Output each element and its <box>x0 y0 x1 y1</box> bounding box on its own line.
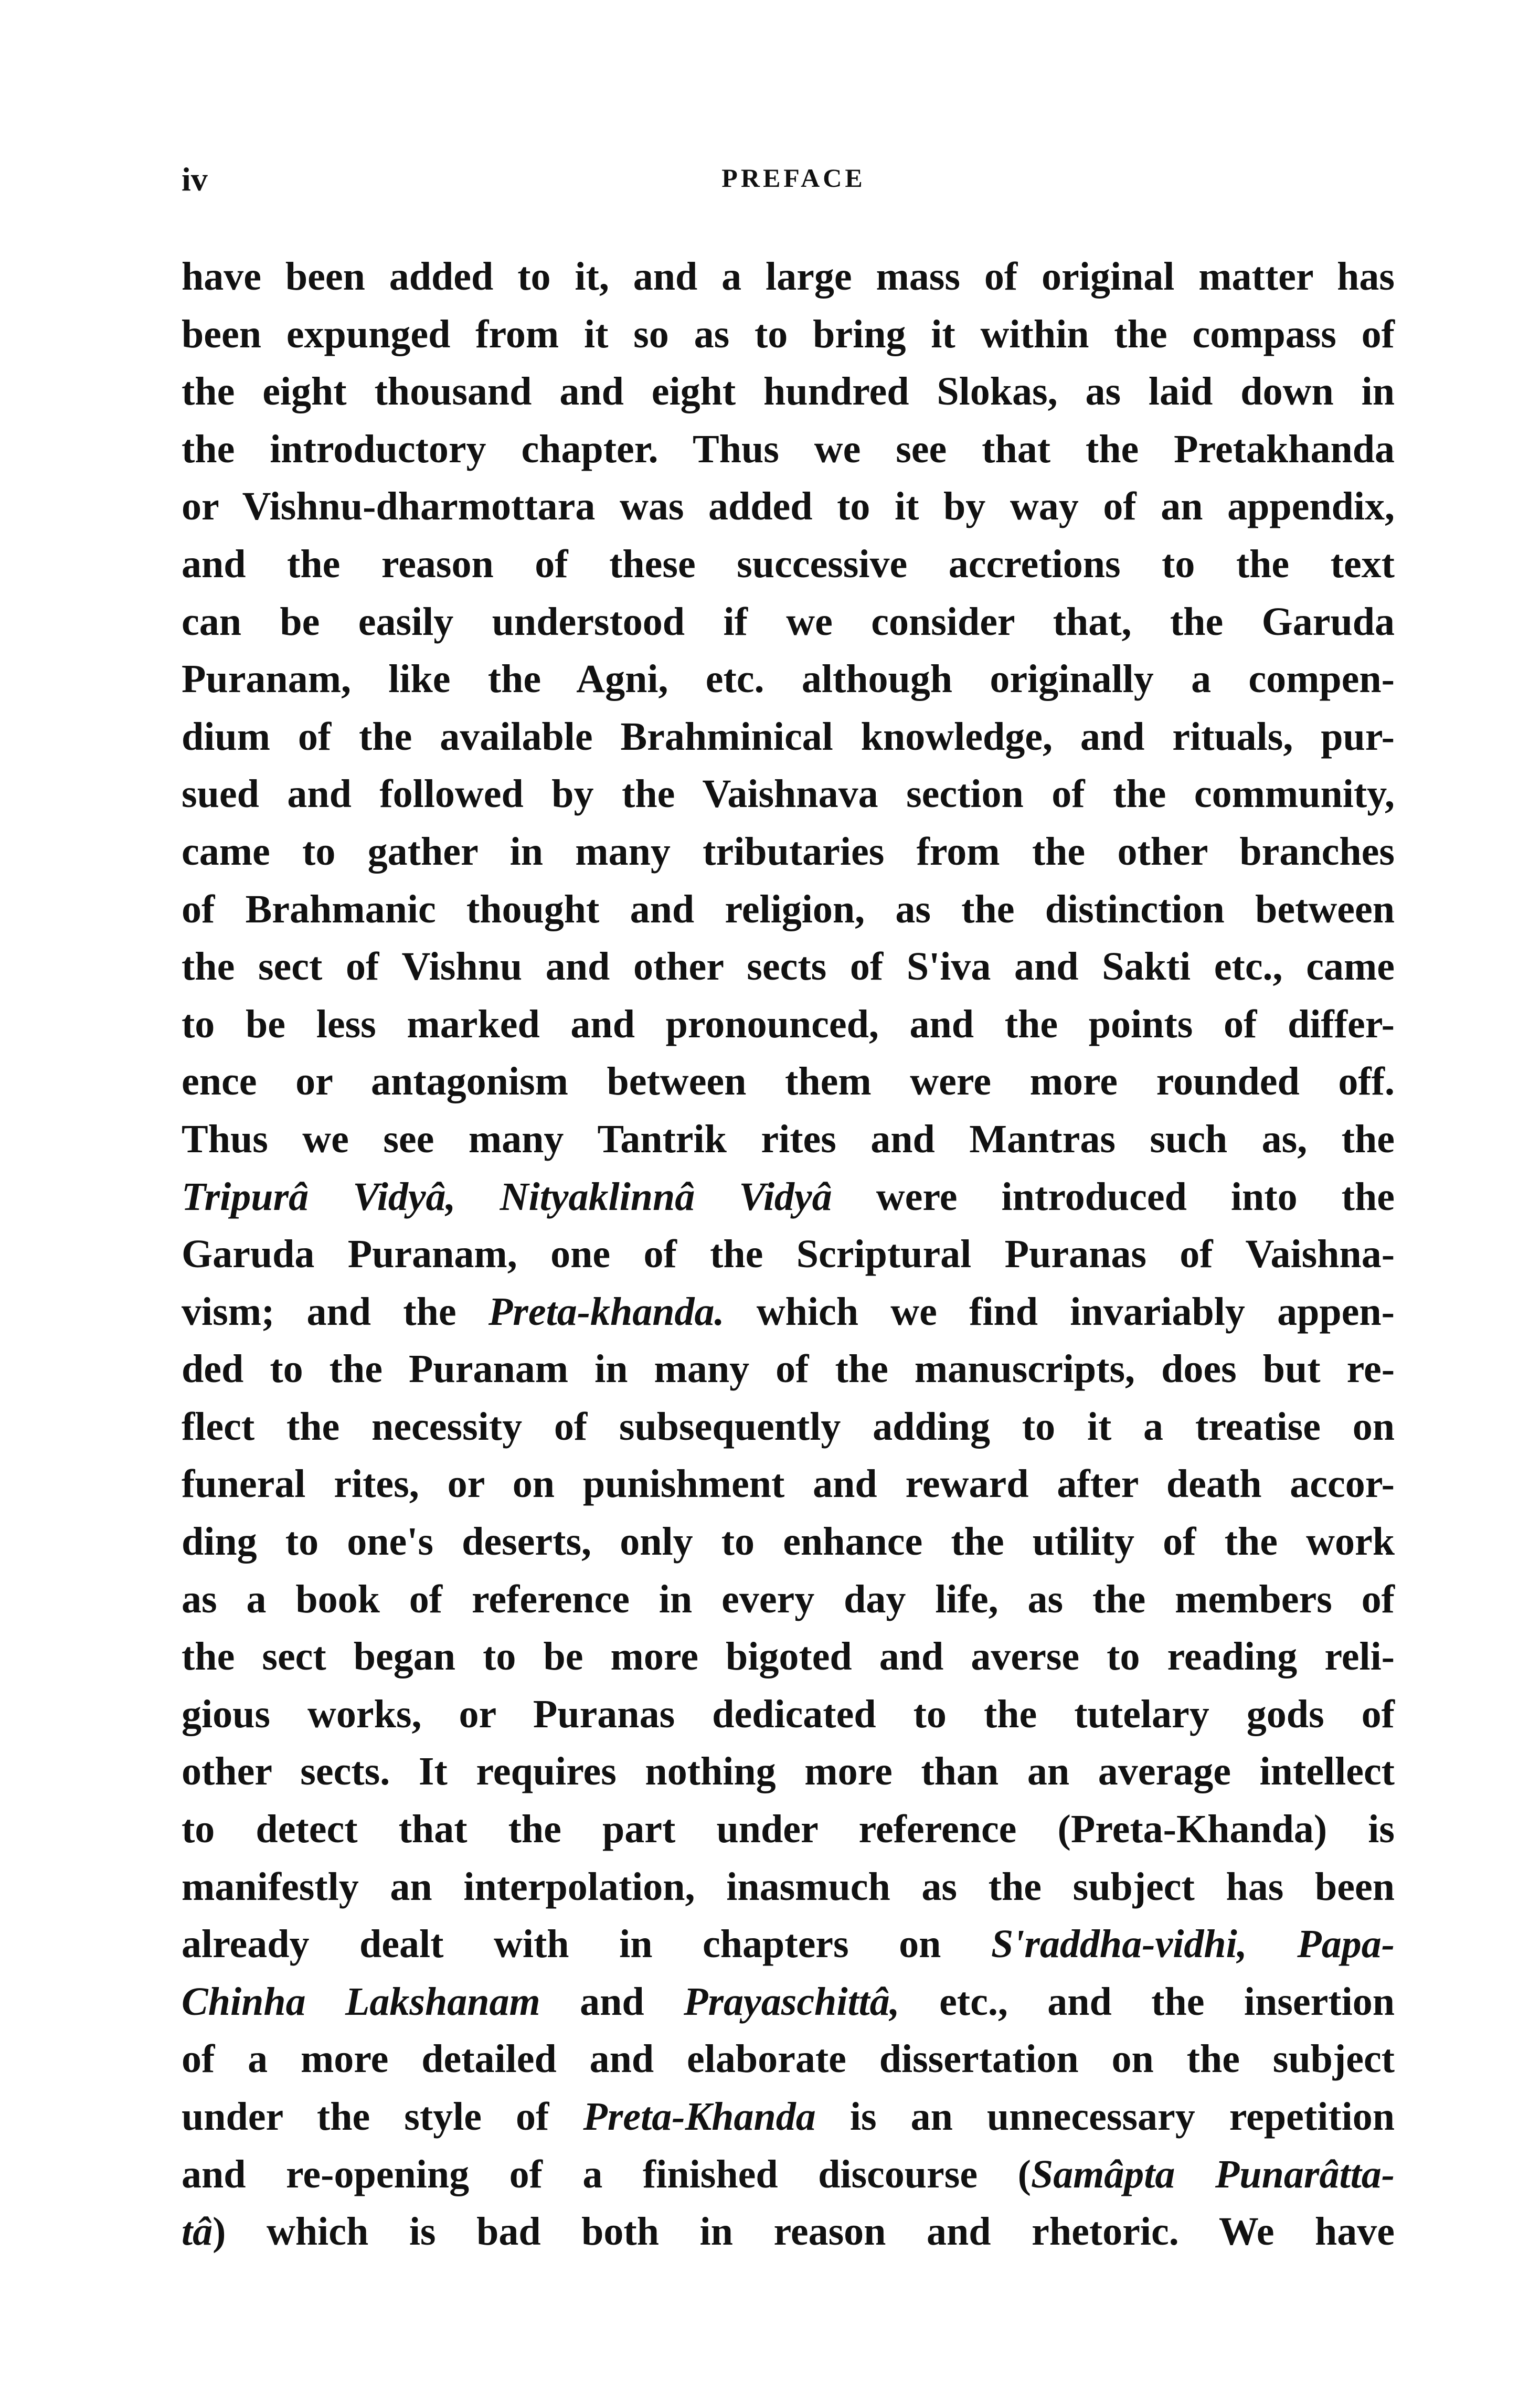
italic-text: Chinha Lakshanam <box>182 1979 540 2024</box>
text-segment: and the reason of these successive accretions to the text <box>182 541 1395 586</box>
text-line <box>182 1341 1395 1398</box>
text-line <box>182 1973 1395 2031</box>
text-segment: flect the necessity of subsequently adding to it a treatise on <box>182 1404 1395 1449</box>
italic-text: Samâpta Punarâtta- <box>1031 2152 1395 2196</box>
text-segment: vism; and the <box>182 1289 488 1334</box>
text-line <box>182 248 1395 306</box>
text-line <box>182 766 1395 823</box>
text-segment: sued and followed by the Vaishnava section of the community, <box>182 772 1395 816</box>
text-segment: already dealt with in chapters on <box>182 1922 991 1967</box>
text-segment: and re-opening of a finished discourse ( <box>182 2152 1031 2196</box>
text-segment: the sect of Vishnu and other sects of S'iva and Sakti etc., came <box>182 944 1395 989</box>
text-line <box>182 1686 1395 1744</box>
text-line <box>182 593 1395 651</box>
text-line <box>182 1111 1395 1168</box>
page-number: iv <box>182 161 208 198</box>
text-segment: the eight thousand and eight hundred Slokas, as laid down in <box>182 369 1395 414</box>
text-line <box>182 2088 1395 2146</box>
text-segment: which we find invariably appen- <box>724 1289 1395 1334</box>
text-segment: been expunged from it so as to bring it within the compass of <box>182 312 1395 356</box>
text-segment: and <box>540 1979 684 2024</box>
text-segment: ence or antagonism between them were more rounded off. <box>182 1059 1395 1104</box>
text-line <box>182 1398 1395 1456</box>
text-segment: ding to one's deserts, only to enhance the utility of the work <box>182 1520 1395 1564</box>
text-segment: gious works, or Puranas dedicated to the tutelary gods of <box>182 1692 1395 1736</box>
text-line <box>182 363 1395 421</box>
text-line <box>182 2031 1395 2088</box>
italic-text: Prayaschittâ, <box>684 1979 900 2024</box>
text-line <box>182 478 1395 536</box>
text-line <box>182 1628 1395 1686</box>
running-title: PREFACE <box>721 163 866 193</box>
text-line <box>182 823 1395 881</box>
text-line <box>182 651 1395 708</box>
text-segment: other sects. It requires nothing more than an average intellect <box>182 1749 1395 1794</box>
text-line <box>182 306 1395 364</box>
text-segment: funeral rites, or on punishment and reward after death accor- <box>182 1462 1395 1506</box>
text-segment: the introductory chapter. Thus we see that the Pretakhanda <box>182 427 1395 471</box>
text-segment: were introduced into the <box>832 1174 1395 1219</box>
text-line <box>182 1226 1395 1283</box>
text-segment: to be less marked and pronounced, and the points of differ- <box>182 1002 1395 1046</box>
text-line <box>182 421 1395 479</box>
text-segment: ded to the Puranam in many of the manuscripts, does but re- <box>182 1347 1395 1391</box>
text-segment: manifestly an interpolation, inasmuch as the subject has been <box>182 1864 1395 1909</box>
text-line <box>182 1801 1395 1858</box>
text-line <box>182 881 1395 939</box>
italic-text: tâ <box>182 2209 213 2254</box>
text-segment: have been added to it, and a large mass of original matter has <box>182 254 1395 299</box>
text-segment: can be easily understood if we consider that, the Garuda <box>182 599 1395 644</box>
text-line <box>182 1456 1395 1513</box>
text-line <box>182 708 1395 766</box>
body-text <box>182 248 1395 2261</box>
text-segment: came to gather in many tributaries from the other branches <box>182 829 1395 874</box>
text-line <box>182 1168 1395 1226</box>
italic-text: Preta-Khanda <box>583 2095 816 2139</box>
text-segment: etc., and the insertion <box>899 1979 1395 2024</box>
text-segment: the sect began to be more bigoted and averse to reading reli- <box>182 1634 1395 1679</box>
text-segment: of Brahmanic thought and religion, as the distinction between <box>182 887 1395 931</box>
text-line <box>182 1513 1395 1571</box>
text-line <box>182 938 1395 996</box>
text-line <box>182 996 1395 1054</box>
italic-text: Tripurâ Vidyâ, Nityaklinnâ Vidyâ <box>182 1174 832 1219</box>
text-line <box>182 2203 1395 2261</box>
text-line <box>182 1858 1395 1916</box>
text-segment: or Vishnu-dharmottara was added to it by way of an appendix, <box>182 484 1395 529</box>
text-line <box>182 1916 1395 1973</box>
text-line <box>182 536 1395 593</box>
text-segment: to detect that the part under reference (Preta-Khanda) is <box>182 1807 1395 1852</box>
text-segment: dium of the available Brahminical knowledge, and rituals, pur- <box>182 714 1395 759</box>
text-segment: of a more detailed and elaborate dissertation on the subject <box>182 2037 1395 2081</box>
text-line <box>182 1571 1395 1629</box>
italic-text: S'raddha-vidhi, Papa- <box>991 1922 1395 1967</box>
text-line <box>182 2146 1395 2204</box>
text-segment: under the style of <box>182 2095 583 2139</box>
text-segment: is an unnecessary repetition <box>815 2095 1395 2139</box>
text-segment: as a book of reference in every day life, as the members of <box>182 1577 1395 1621</box>
text-segment: ) which is bad both in reason and rhetoric. We have <box>213 2209 1395 2254</box>
italic-text: Preta-khanda. <box>488 1289 725 1334</box>
text-line <box>182 1283 1395 1341</box>
text-line <box>182 1743 1395 1801</box>
text-segment: Thus we see many Tantrik rites and Mantras such as, the <box>182 1117 1395 1161</box>
text-line <box>182 1053 1395 1111</box>
text-segment: Puranam, like the Agni, etc. although originally a compen- <box>182 657 1395 702</box>
text-segment: Garuda Puranam, one of the Scriptural Puranas of Vaishna- <box>182 1232 1395 1277</box>
